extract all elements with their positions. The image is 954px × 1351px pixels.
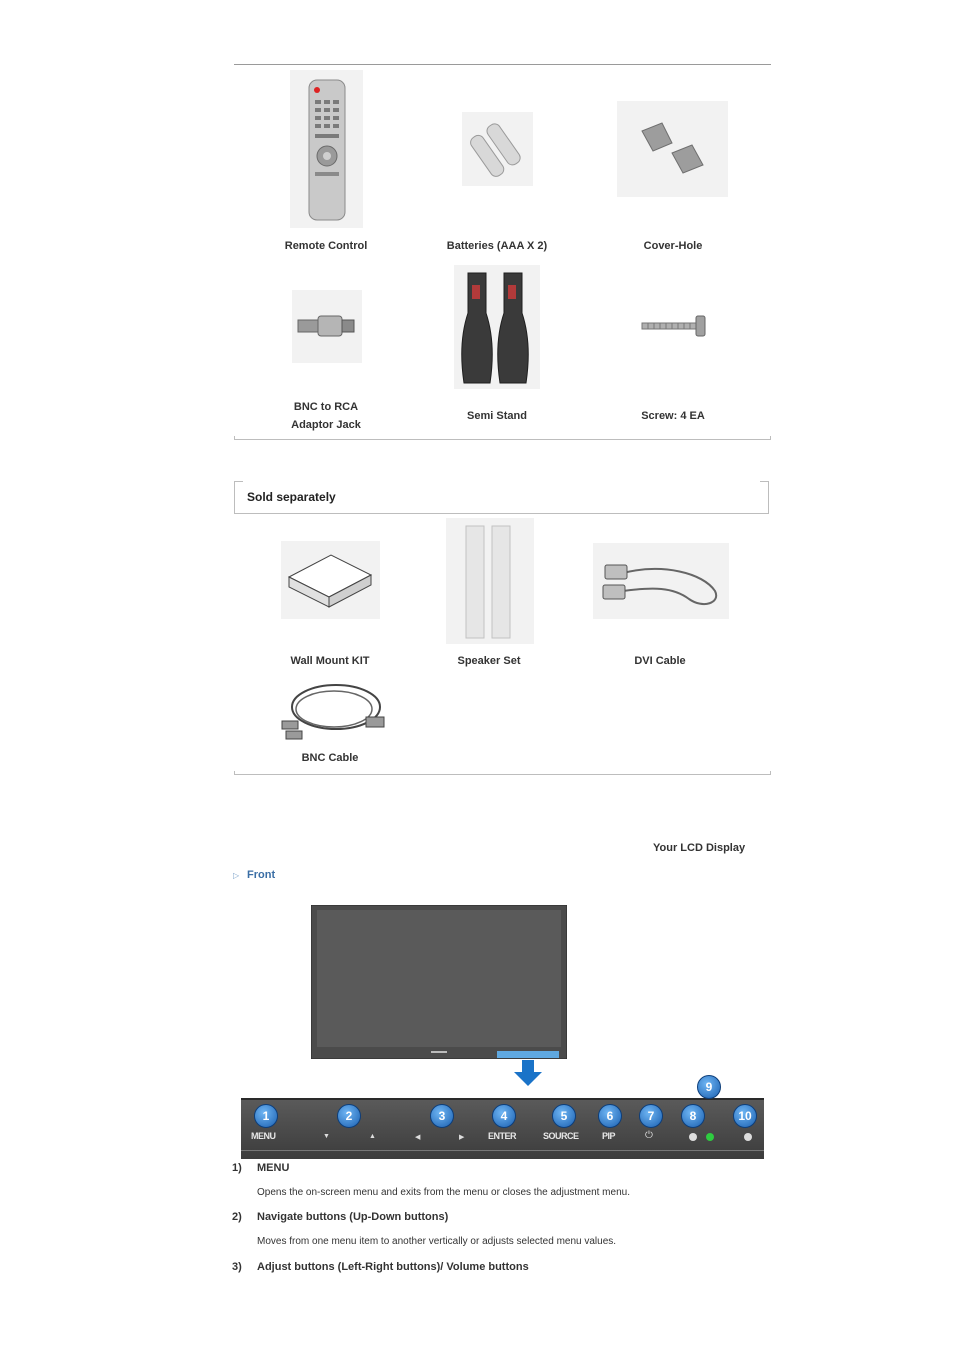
right-button-icon: ▶ bbox=[459, 1134, 465, 1141]
bnc-cable-icon bbox=[276, 677, 392, 743]
item-caption: Cover-Hole bbox=[643, 240, 703, 252]
description-title: Adjust buttons (Left-Right buttons)/ Volume buttons bbox=[257, 1261, 529, 1273]
power-button-icon: ⏻ bbox=[645, 1130, 653, 1141]
item-caption bbox=[266, 398, 386, 434]
description-text: Opens the on-screen menu and exits from the menu or closes the adjustment menu. bbox=[257, 1187, 630, 1198]
power-led-icon bbox=[706, 1133, 714, 1141]
description-title: Navigate buttons (Up-Down buttons) bbox=[257, 1211, 449, 1223]
badge-7: 7 bbox=[639, 1104, 663, 1128]
badge-3: 3 bbox=[430, 1104, 454, 1128]
item-caption: Wall Mount KIT bbox=[290, 655, 370, 667]
sold-separately-title: Sold separately bbox=[247, 490, 336, 504]
down-button-icon: ▼ bbox=[323, 1133, 330, 1140]
badge-10: 10 bbox=[733, 1104, 757, 1128]
badge-4: 4 bbox=[492, 1104, 516, 1128]
description-title: MENU bbox=[257, 1162, 290, 1174]
section-bottom-border bbox=[234, 771, 771, 775]
up-button-icon: ▲ bbox=[369, 1133, 376, 1140]
semi-stand-icon bbox=[454, 265, 540, 389]
badge-6: 6 bbox=[598, 1104, 622, 1128]
badge-8: 8 bbox=[681, 1104, 705, 1128]
item-caption: Screw: 4 EA bbox=[641, 410, 705, 422]
arrow-down-icon bbox=[514, 1060, 542, 1086]
left-button-icon: ◀ bbox=[415, 1134, 421, 1141]
bracket-left bbox=[234, 481, 243, 514]
arrow-right-icon: ▷ bbox=[233, 871, 240, 880]
wall-mount-kit-icon bbox=[281, 541, 380, 619]
panel-separator bbox=[241, 1150, 764, 1151]
description-number: 2) bbox=[232, 1211, 242, 1223]
cover-hole-icon bbox=[617, 101, 728, 197]
badge-5: 5 bbox=[552, 1104, 576, 1128]
item-caption: Speaker Set bbox=[457, 655, 521, 667]
panel-label-enter: ENTER bbox=[488, 1131, 517, 1141]
description-number: 1) bbox=[232, 1162, 242, 1174]
badge-1: 1 bbox=[254, 1104, 278, 1128]
item-caption: DVI Cable bbox=[634, 655, 686, 667]
panel-label-pip: PIP bbox=[602, 1131, 616, 1141]
item-caption: BNC Cable bbox=[301, 752, 359, 764]
item-caption-line: BNC to RCA bbox=[293, 401, 359, 413]
front-link[interactable]: Front bbox=[247, 869, 276, 881]
item-caption-line: Adaptor Jack bbox=[291, 419, 361, 431]
screw-icon bbox=[640, 313, 708, 339]
batteries-icon bbox=[462, 112, 533, 186]
item-caption: Batteries (AAA X 2) bbox=[446, 240, 548, 252]
description-number: 3) bbox=[232, 1261, 242, 1273]
speaker-set-icon bbox=[446, 518, 534, 644]
badge-9: 9 bbox=[697, 1075, 721, 1099]
bnc-rca-adaptor-icon bbox=[292, 290, 362, 363]
item-caption: Semi Stand bbox=[467, 410, 527, 422]
sold-separately-header bbox=[234, 481, 769, 514]
panel-label-menu: MENU bbox=[251, 1131, 276, 1141]
dvi-cable-icon bbox=[593, 543, 729, 619]
description-text: Moves from one menu item to another vertically or adjusts selected menu values. bbox=[257, 1236, 617, 1247]
lcd-section-title: Your LCD Display bbox=[653, 842, 746, 854]
sensor-icon bbox=[744, 1133, 752, 1141]
sensor-icon bbox=[689, 1133, 697, 1141]
lcd-monitor-image bbox=[311, 905, 567, 1059]
remote-control-icon bbox=[290, 70, 363, 228]
panel-label-source: SOURCE bbox=[543, 1131, 579, 1141]
badge-2: 2 bbox=[337, 1104, 361, 1128]
bracket-right bbox=[760, 481, 769, 514]
item-caption: Remote Control bbox=[284, 240, 368, 252]
top-divider bbox=[234, 64, 771, 65]
section-bottom-border bbox=[234, 436, 771, 440]
